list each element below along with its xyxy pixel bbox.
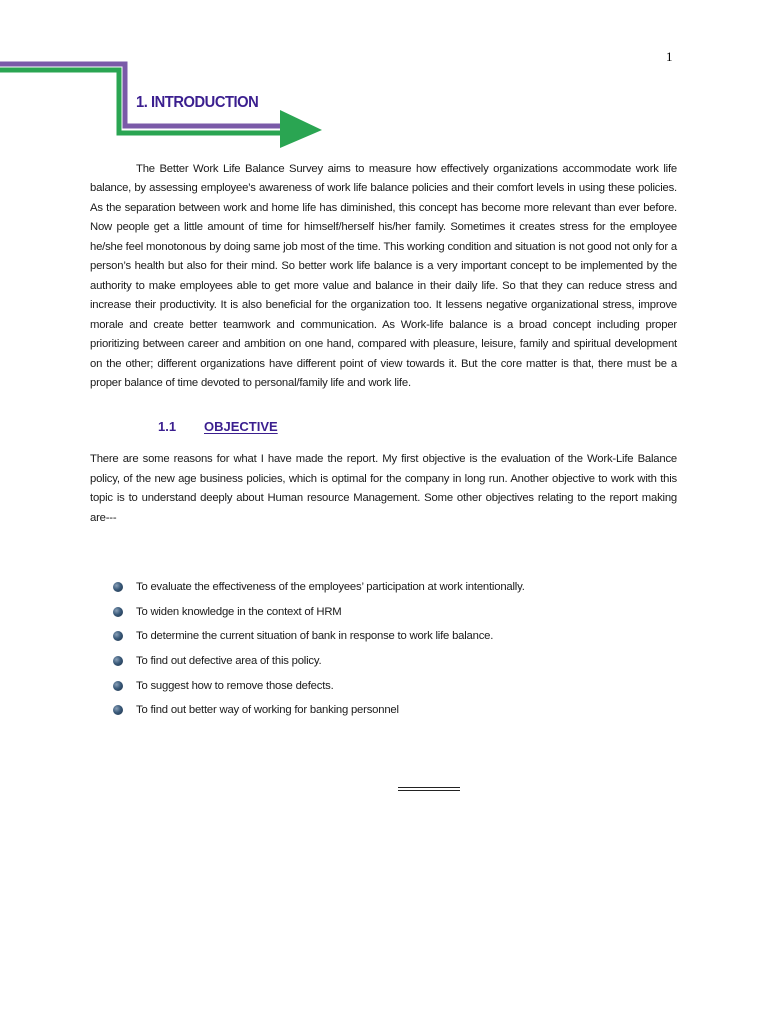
bullet-icon [113,607,123,617]
chapter-arrow-graphic [0,0,330,150]
list-item-text: To determine the current situation of bank in response to work life balance. [136,630,494,643]
intro-paragraph: The Better Work Life Balance Survey aims to measure how effectively organizations accommodate work life balance, by assessing employee’s awareness of work life balance policies and their comfort levels in using these policies. As the separation between work and home life has diminished, this concept has become more relevant than ever before. Now people get a little amount of time for himself/herself his/her family. Sometimes it creates stress for the employee he/she feel monotonous by doing same job most of the time. This working condition and situation is not good not only for a person’s health but also for their mind. So better work life balance is a very important concept to be implemented by the authority to make employees able to get more value and balance in their daily life. So that they can reduce stress and increase their productivity. It is also beneficial for the organization too. It lessens negative organizational stress, improve morale and create better teamwork and communication. As Work-life balance is a broad concept including proper prioritizing between career and ambition on one hand, compared with pleasure, leisure, family and spiritual development on the other; different organizations have different point of view towards it. But the core matter is that, there must be a proper balance of time devoted to personal/family life and work life. [90,163,677,389]
objective-list [113,575,525,723]
list-item-text: To widen knowledge in the context of HRM [136,605,342,618]
list-item [113,649,525,674]
list-item [113,698,525,723]
bullet-icon [113,705,123,715]
chapter-title: 1. INTRODUCTION [136,94,259,111]
bullet-icon [113,582,123,592]
bullet-icon [113,656,123,666]
bullet-icon [113,631,123,641]
list-item-text: To find out better way of working for banking personnel [136,704,399,717]
arrowhead-icon [280,110,322,148]
list-item [113,673,525,698]
section-end-divider [398,787,460,791]
section-heading-objective [158,419,278,434]
section-title: OBJECTIVE [204,419,278,434]
list-item [113,624,525,649]
section-number: 1.1 [158,419,177,434]
list-item [113,600,525,625]
bullet-icon [113,681,123,691]
list-item [113,575,525,600]
list-item-text: To find out defective area of this policy. [136,655,322,668]
list-item-text: To suggest how to remove those defects. [136,679,334,692]
list-item-text: To evaluate the effectiveness of the employees’ participation at work intentionally. [136,581,525,594]
page-number: 1 [666,49,673,64]
objective-paragraph: There are some reasons for what I have made the report. My first objective is the evaluation of the Work-Life Balance policy, of the new age business policies, which is optimal for the company in long run. Another objective to work with this topic is to understand deeply about Human resource Management. Some other objectives relating to the report making are--- [90,453,677,524]
